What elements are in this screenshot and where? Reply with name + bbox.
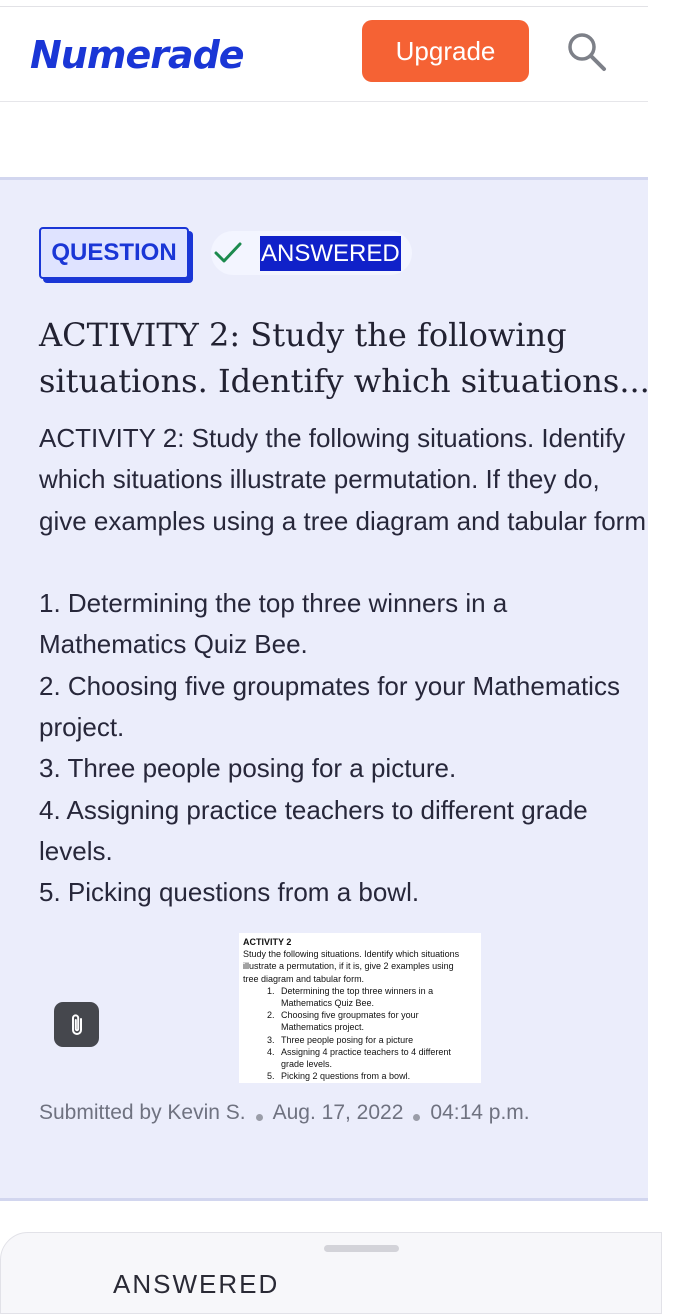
paperclip-icon bbox=[66, 1012, 88, 1038]
image-item-text: 3. Three people posing for a picture bbox=[281, 1034, 414, 1045]
image-list-item bbox=[277, 1009, 477, 1033]
answered-label: ANSWERED bbox=[260, 236, 401, 271]
drag-handle[interactable] bbox=[324, 1245, 399, 1252]
body-spacer bbox=[39, 542, 679, 583]
image-heading: ACTIVITY 2 bbox=[243, 937, 292, 947]
submitted-time: 04:14 p.m. bbox=[430, 1101, 530, 1124]
upgrade-button[interactable]: Upgrade bbox=[362, 20, 529, 82]
image-item-text: Mathematics Quiz Bee. bbox=[281, 998, 375, 1009]
image-item-text: grade levels. bbox=[281, 1059, 333, 1070]
body-line: 2. Choosing five groupmates for your Mathematics bbox=[39, 670, 620, 701]
image-list-item bbox=[277, 985, 477, 1009]
image-item-text: 1. Determining the top three winners in a bbox=[281, 985, 434, 996]
separator-dot bbox=[413, 1114, 420, 1121]
submission-meta bbox=[39, 1101, 639, 1125]
answered-badge bbox=[211, 231, 412, 275]
top-divider bbox=[0, 0, 648, 7]
body-line: which situations illustrate permutation. If they do, bbox=[39, 464, 600, 495]
search-icon bbox=[565, 30, 609, 74]
answer-bottom-sheet[interactable] bbox=[0, 1232, 662, 1314]
question-title[interactable] bbox=[39, 312, 654, 404]
attachment-button[interactable] bbox=[54, 1002, 99, 1047]
question-image[interactable] bbox=[239, 933, 481, 1083]
image-item-text: 4. Assigning 4 practice teachers to 4 different bbox=[281, 1046, 451, 1057]
image-item-text: Mathematics project. bbox=[281, 1022, 365, 1033]
image-intro-line: illustrate a permutation, if it is, give 2 examples using bbox=[243, 961, 454, 972]
question-body bbox=[39, 418, 679, 914]
title-line: situations. Identify which situations... bbox=[39, 362, 650, 400]
image-intro-line: tree diagram and tabular form. bbox=[243, 973, 365, 984]
image-item-text: 5. Picking 2 questions from a bowl. bbox=[281, 1071, 411, 1082]
header bbox=[0, 7, 648, 102]
body-line: ACTIVITY 2: Study the following situations. Identify bbox=[39, 423, 626, 453]
image-list bbox=[243, 985, 477, 1083]
sheet-label: ANSWERED bbox=[113, 1269, 280, 1299]
image-list-item bbox=[277, 1034, 477, 1046]
body-line: levels. bbox=[39, 835, 113, 866]
body-line: 4. Assigning practice teachers to different grade bbox=[39, 794, 588, 825]
body-line: give examples using a tree diagram and tabular form bbox=[39, 505, 646, 536]
body-line: Mathematics Quiz Bee. bbox=[39, 629, 308, 660]
body-line: 5. Picking questions from a bowl. bbox=[39, 877, 420, 908]
image-item-text: 2. Choosing five groupmates for your bbox=[281, 1010, 419, 1021]
body-line: project. bbox=[39, 712, 125, 743]
question-tag: QUESTION bbox=[39, 227, 189, 279]
image-list-item bbox=[277, 1070, 477, 1082]
submitted-by[interactable]: Submitted by Kevin S. bbox=[39, 1101, 246, 1124]
body-line: 3. Three people posing for a picture. bbox=[39, 753, 457, 784]
question-card bbox=[0, 177, 648, 1201]
search-button[interactable] bbox=[562, 27, 612, 77]
separator-dot bbox=[256, 1114, 263, 1121]
image-list-item bbox=[277, 1046, 477, 1070]
image-intro-line: Study the following situations. Identify which situations bbox=[243, 949, 460, 960]
check-icon bbox=[213, 239, 243, 267]
body-line: 1. Determining the top three winners in a bbox=[39, 588, 508, 619]
title-line: ACTIVITY 2: Study the following bbox=[39, 316, 567, 354]
submitted-date: Aug. 17, 2022 bbox=[272, 1101, 404, 1124]
numerade-logo[interactable]: Numerade bbox=[30, 33, 244, 77]
